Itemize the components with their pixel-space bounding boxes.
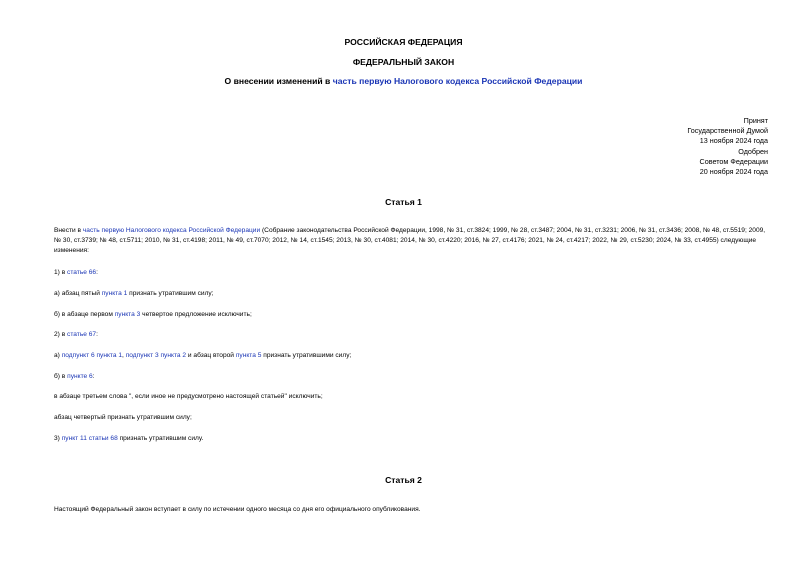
adoption-line: Принят — [743, 116, 768, 125]
item-1a — [54, 289, 769, 299]
item-1 — [54, 268, 769, 278]
article-1-heading: Статья 1 — [385, 197, 422, 207]
item-1b-prefix: б) в абзаце первом — [54, 311, 115, 318]
item-2b-line-1: в абзаце третьем слова ", если иное не предусмотрено настоящей статьей" исключить; — [54, 393, 323, 400]
article-66-link[interactable]: статье 66 — [67, 269, 97, 276]
item-2a-separator: , — [122, 352, 126, 359]
country-heading: РОССИЙСКАЯ ФЕДЕРАЦИЯ — [344, 37, 463, 47]
item-1a-suffix: признать утратившим силу; — [127, 290, 214, 297]
intro-tax-code-link[interactable]: часть первую Налогового кодекса Российской Федерации — [82, 227, 261, 234]
adoption-block — [687, 116, 768, 177]
item-2b-prefix: б) в — [54, 373, 68, 380]
doc-type-heading: ФЕДЕРАЛЬНЫЙ ЗАКОН — [352, 57, 455, 67]
tax-code-link[interactable]: часть первую Налогового кодекса Российской Федерации — [332, 76, 583, 86]
item-1-prefix: 1) в — [54, 269, 68, 276]
article-1-intro — [54, 226, 769, 256]
subpoint-3-point-2-link[interactable]: подпункт 3 пункта 2 — [125, 352, 187, 359]
item-2 — [54, 330, 769, 340]
intro-prefix: Внести в — [54, 227, 83, 234]
adoption-line: Одобрен — [738, 146, 768, 156]
article-2-heading: Статья 2 — [385, 475, 422, 485]
article-67-link[interactable]: статье 67 — [67, 331, 97, 338]
item-2b — [54, 372, 769, 382]
adoption-line: Государственной Думой — [687, 126, 768, 136]
item-3-suffix: признать утратившим силу. — [117, 435, 204, 442]
item-3-prefix: 3) — [54, 435, 62, 442]
item-2b-line-2: абзац четвертый признать утратившим силу; — [54, 414, 192, 421]
point-6-link[interactable]: пункте 6 — [67, 373, 93, 380]
item-2a — [54, 351, 769, 361]
item-2-prefix: 2) в — [54, 331, 68, 338]
item-2a-suffix: признать утратившими силу; — [261, 352, 352, 359]
item-3 — [54, 434, 769, 444]
law-title — [0, 76, 807, 86]
law-title-prefix: О внесении изменений в — [224, 76, 333, 86]
item-2b-suffix: : — [92, 373, 95, 380]
article-2-text: Настоящий Федеральный закон вступает в силу по истечении одного месяца со дня его официального опубликования. — [54, 506, 421, 513]
adoption-line: 20 ноября 2024 года — [699, 167, 768, 177]
item-1a-prefix: а) абзац пятый — [54, 290, 102, 297]
point-1-link[interactable]: пункта 1 — [101, 290, 128, 297]
subpoint-6-point-1-link[interactable]: подпункт 6 пункта 1 — [61, 352, 123, 359]
item-2a-middle: и абзац второй — [186, 352, 236, 359]
point-3-link[interactable]: пункта 3 — [114, 311, 141, 318]
item-1b — [54, 310, 769, 320]
point-11-article-68-link[interactable]: пункт 11 статьи 68 — [61, 435, 118, 442]
point-5-link[interactable]: пункта 5 — [235, 352, 262, 359]
intro-rest: (Собрание законодательства Российской Федерации, 1998, № 31, ст.3824; 1999, № 28, ст.3487; 2004, № 31, ст.3231; 2006, № 31, ст.3436; 2008, № 48, ст.5519; 2009, № 30, ст.3739; № 48, ст.5711; 2010, № 31, ст.4198; 2011, № 49, ст.7070; 2012, № 14, ст.1545; 2013, № 30, ст.4081; 2014, № 30, ст.4220; 2016, № 27, ст.4176; 2021, № 24, ст.4217; 2022, № 29, ст.5230; 2024, № 33, ст.4955) следующие изменения: — [54, 227, 766, 254]
item-2a-prefix: а) — [54, 352, 62, 359]
item-1-suffix: : — [96, 269, 98, 276]
item-1b-suffix: четвертое предложение исключить; — [140, 311, 252, 318]
adoption-line: 13 ноября 2024 года — [699, 136, 768, 146]
adoption-line: Советом Федерации — [699, 156, 768, 166]
item-2-suffix: : — [96, 331, 98, 338]
